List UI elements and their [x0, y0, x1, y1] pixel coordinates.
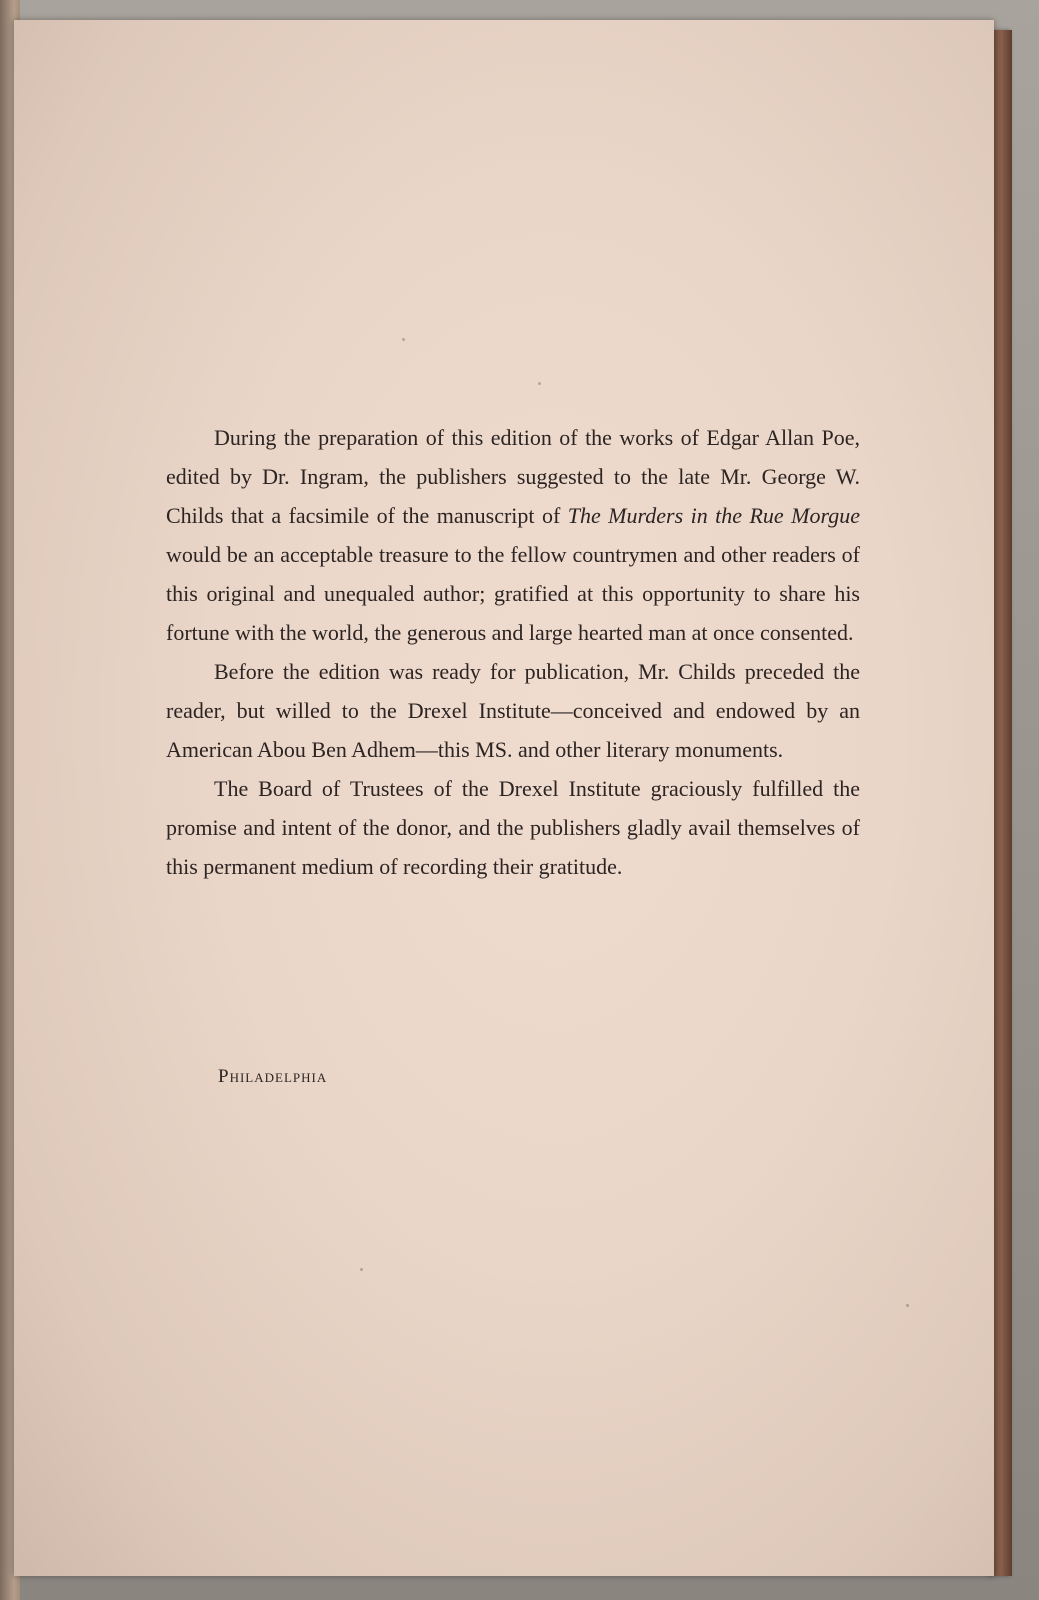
paragraph-1-after: would be an acceptable treasure to the fellow countrymen and other readers of this original and unequaled author; gratified at this opportunity to share his fortune with the world, the generous and large hearted man at once consented. — [166, 542, 860, 645]
paragraph-1 — [166, 418, 860, 652]
book-title: The Murders in the Rue Morgue — [567, 503, 860, 528]
place-line: Philadelphia — [218, 1066, 328, 1087]
paper-speck — [402, 338, 405, 341]
paragraph-1-before: During the preparation of this edition of the works of Edgar Allan Poe, edited by Dr. Ingram, the publishers suggested to the late Mr. George W. Childs that a facsimile of the manuscript of — [166, 425, 860, 528]
paragraph-3: The Board of Trustees of the Drexel Institute graciously fulfilled the promise and intent of the donor, and the publishers gladly avail themselves of this permanent medium of recording their gratitude. — [166, 776, 860, 879]
paragraph-2: Before the edition was ready for publication, Mr. Childs preceded the reader, but willed to the Drexel Institute—conceived and endowed by an American Abou Ben Adhem—this MS. and other literary monuments. — [166, 659, 860, 762]
dedication-text — [166, 418, 860, 886]
paper-speck — [360, 1268, 363, 1271]
paper-speck — [906, 1304, 909, 1307]
paper-speck — [538, 382, 541, 385]
